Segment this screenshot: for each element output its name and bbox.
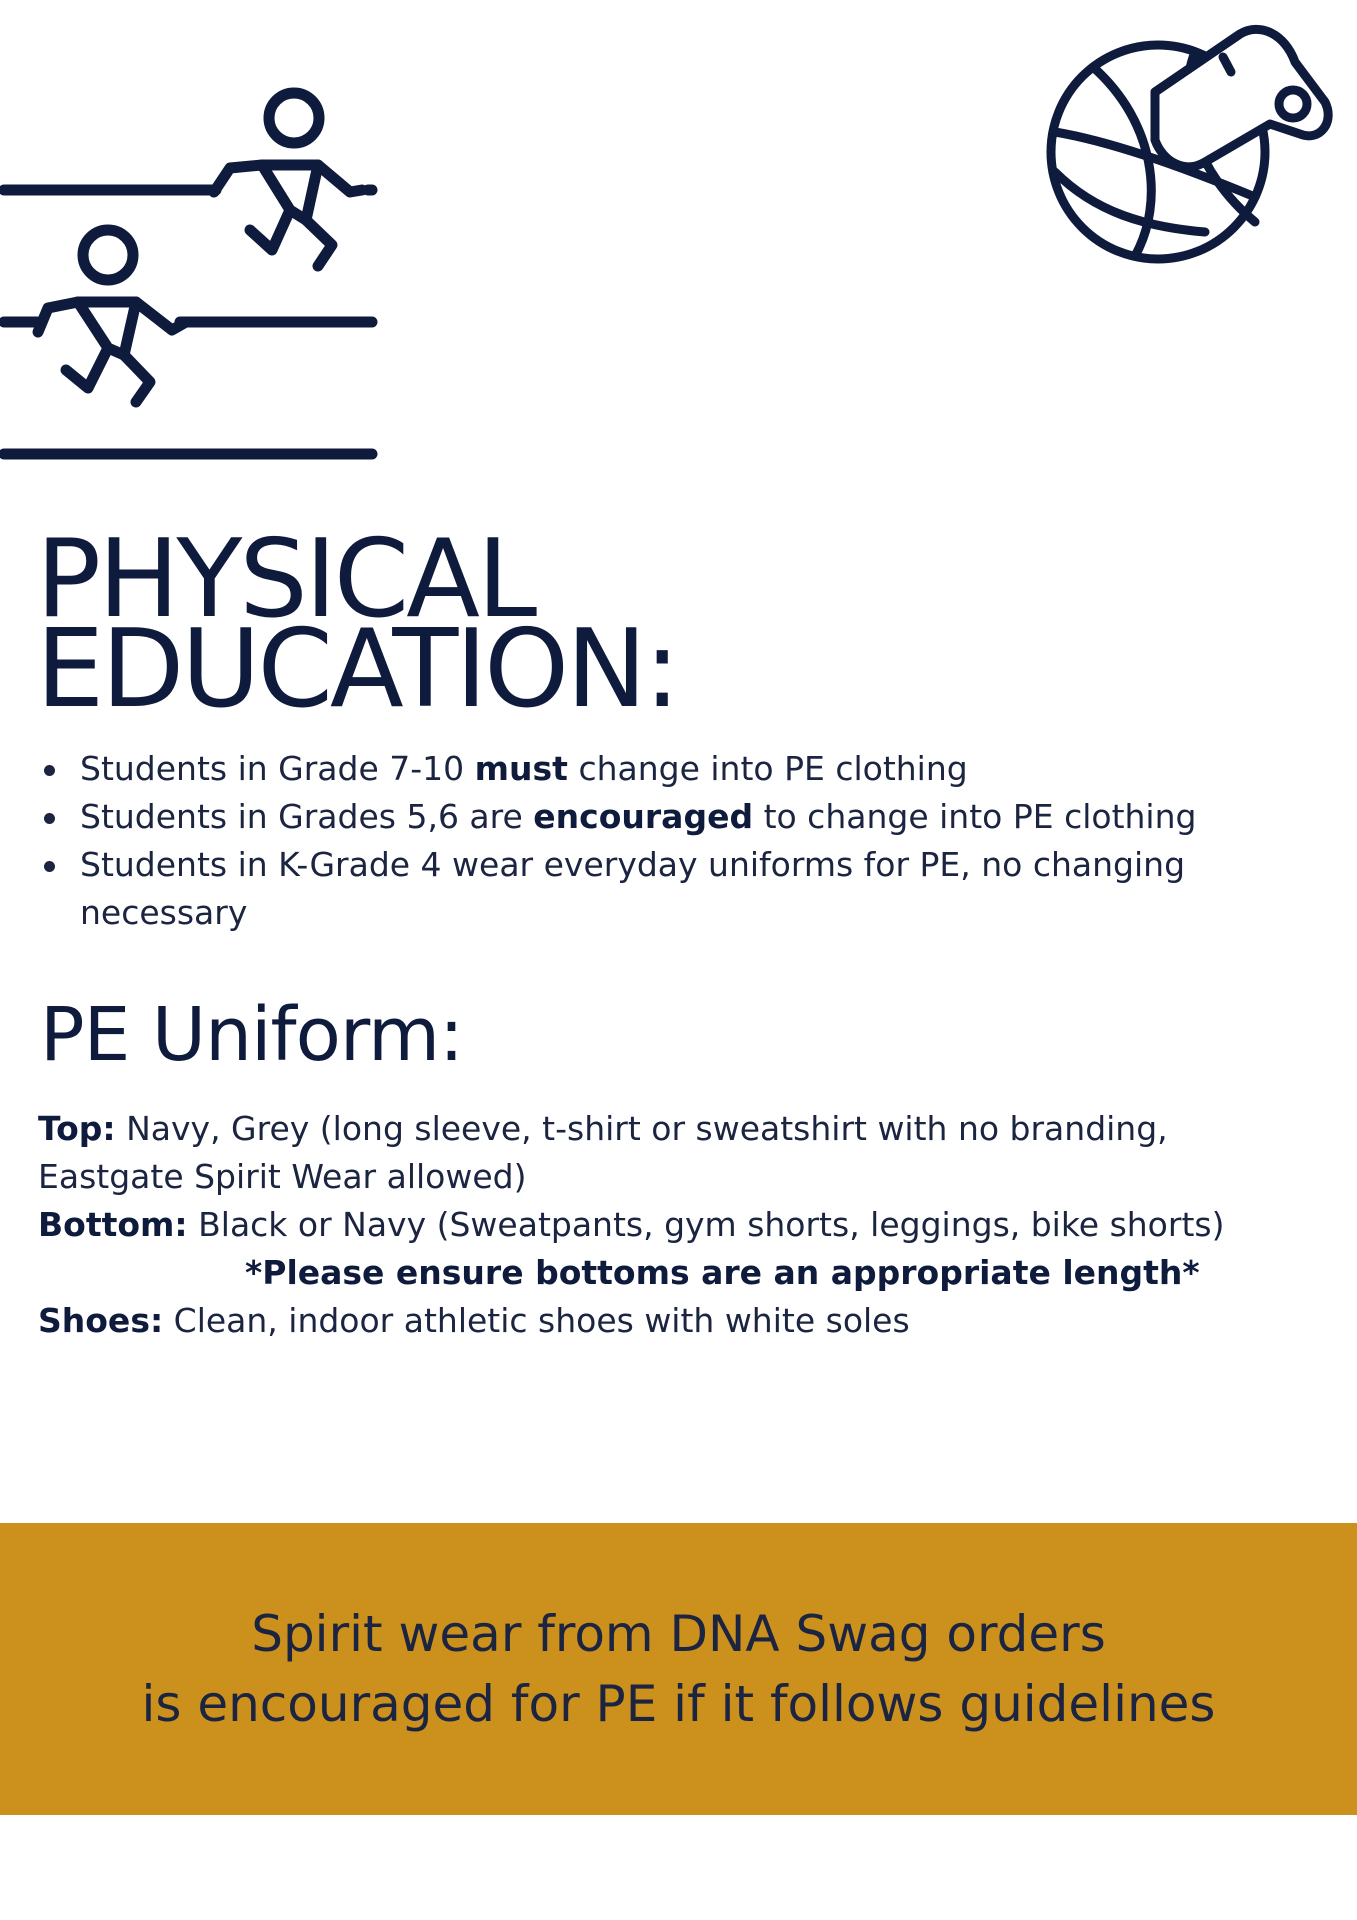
- title-line-1: PHYSICAL: [36, 517, 535, 642]
- uniform-bottom: Bottom: Black or Navy (Sweatpants, gym shorts, leggings, bike shorts): [38, 1205, 1225, 1244]
- spirit-wear-banner: [0, 1523, 1357, 1815]
- page-title: [36, 517, 1036, 732]
- length-note: *Please ensure bottoms are an appropriate length*: [245, 1253, 1200, 1292]
- runners-icon: [0, 80, 380, 470]
- banner-line-2: is encouraged for PE if it follows guidelines: [141, 1675, 1216, 1733]
- list-item: Students in K-Grade 4 wear everyday uniforms for PE, no changing necessary: [38, 841, 1298, 937]
- list-item: Students in Grade 7-10 must change into PE clothing: [38, 745, 1298, 793]
- banner-line-1: Spirit wear from DNA Swag orders: [251, 1605, 1106, 1663]
- uniform-shoes: Shoes: Clean, indoor athletic shoes with white soles: [38, 1301, 910, 1340]
- basketball-whistle-icon: [1045, 22, 1335, 272]
- uniform-top: Top: Navy, Grey (long sleeve, t-shirt or sweatshirt with no branding, Eastgate Spirit Wear allowed): [38, 1109, 1168, 1196]
- title-line-2: EDUCATION:: [36, 607, 678, 732]
- list-item: Students in Grades 5,6 are encouraged to change into PE clothing: [38, 793, 1298, 841]
- uniform-heading: PE Uniform:: [40, 992, 463, 1078]
- uniform-details: [38, 1105, 1318, 1345]
- emphasis-must: must: [474, 749, 568, 788]
- requirements-list: [38, 745, 1298, 937]
- emphasis-encouraged: encouraged: [533, 797, 754, 836]
